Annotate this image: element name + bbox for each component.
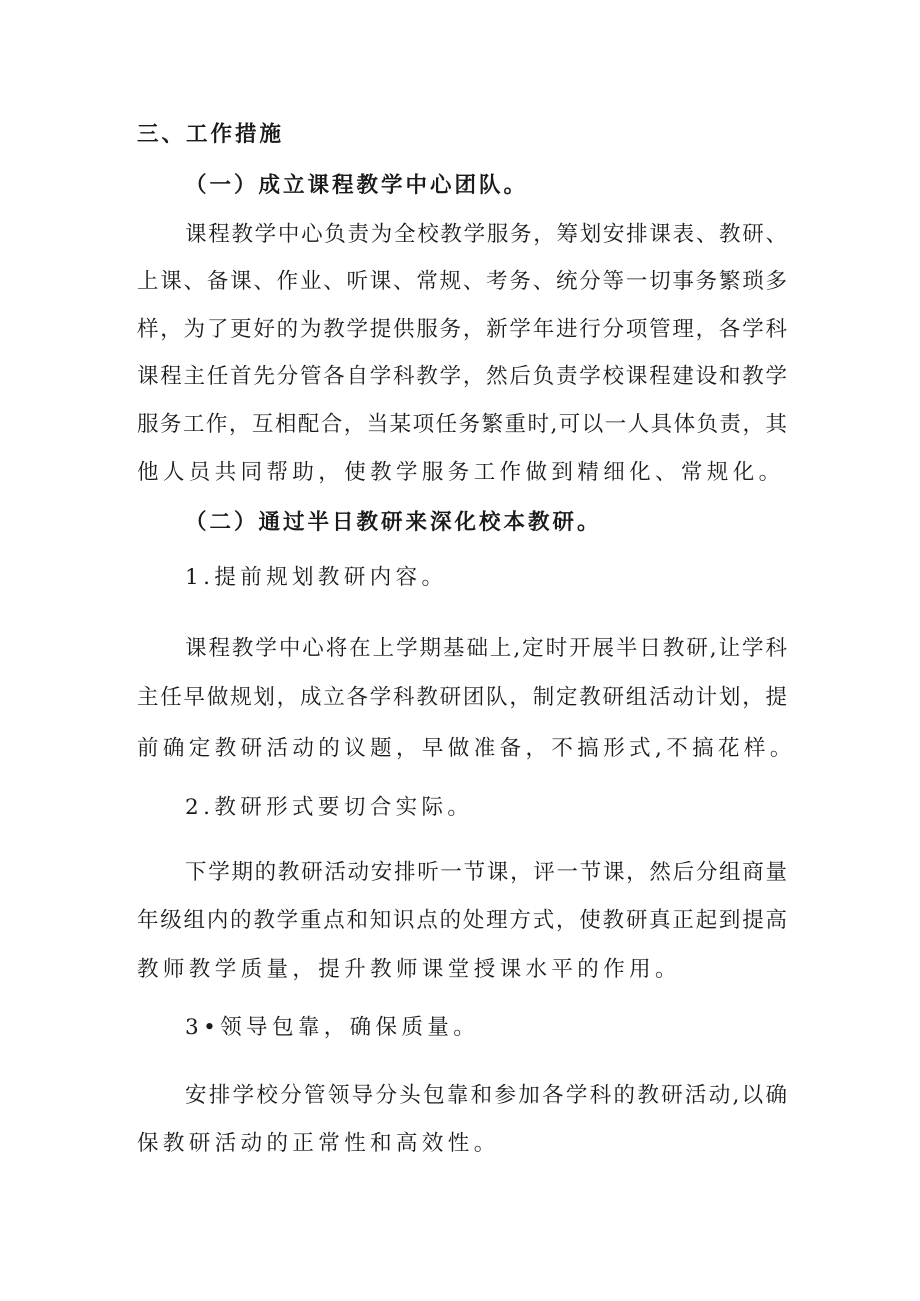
paragraph-line: 保教研活动的正常性和高效性。 <box>137 1131 500 1156</box>
paragraph-line: 上课、备课、作业、听课、常规、考务、统分等一切事务繁琐多 <box>137 269 787 294</box>
paragraph-line: 他人员共同帮助，使教学服务工作做到精细化、常规化。 <box>137 460 785 485</box>
section-heading: 三、工作措施 <box>137 122 285 147</box>
paragraph-line: 服务工作，互相配合，当某项任务繁重时,可以一人具体负责，其 <box>137 412 787 437</box>
paragraph-line: 课程教学中心负责为全校教学服务，筹划安排课表、教研、 <box>185 222 787 247</box>
item-2-title: 2.教研形式要切合实际。 <box>185 795 474 820</box>
paragraph-line: 课程教学中心将在上学期基础上,定时开展半日教研,让学科 <box>185 636 787 661</box>
paragraph-line: 教师教学质量，提升教师课堂授课水平的作用。 <box>137 957 681 982</box>
subsection-1-heading: （一）成立课程教学中心团队。 <box>185 173 529 198</box>
subsection-2-heading: （二）通过半日教研来深化校本教研。 <box>185 510 602 535</box>
paragraph-line: 前确定教研活动的议题，早做准备，不搞形式,不搞花样。 <box>137 736 796 761</box>
paragraph-line: 样，为了更好的为教学提供服务，新学年进行分项管理，各学科 <box>137 317 787 342</box>
paragraph-line: 课程主任首先分管各自学科教学，然后负责学校课程建设和教学 <box>137 364 787 389</box>
paragraph-line: 年级组内的教学重点和知识点的处理方式，使教研真正起到提高 <box>137 908 787 933</box>
item-1-title: 1.提前规划教研内容。 <box>185 565 448 590</box>
paragraph-line: 主任早做规划，成立各学科教研团队，制定教研组活动计划，提 <box>137 685 787 710</box>
paragraph-line: 下学期的教研活动安排听一节课，评一节课，然后分组商量 <box>185 860 787 885</box>
item-3-title: 3•领导包靠，确保质量。 <box>185 1015 480 1040</box>
paragraph-line: 安排学校分管领导分头包靠和参加各学科的教研活动,以确 <box>185 1083 787 1108</box>
